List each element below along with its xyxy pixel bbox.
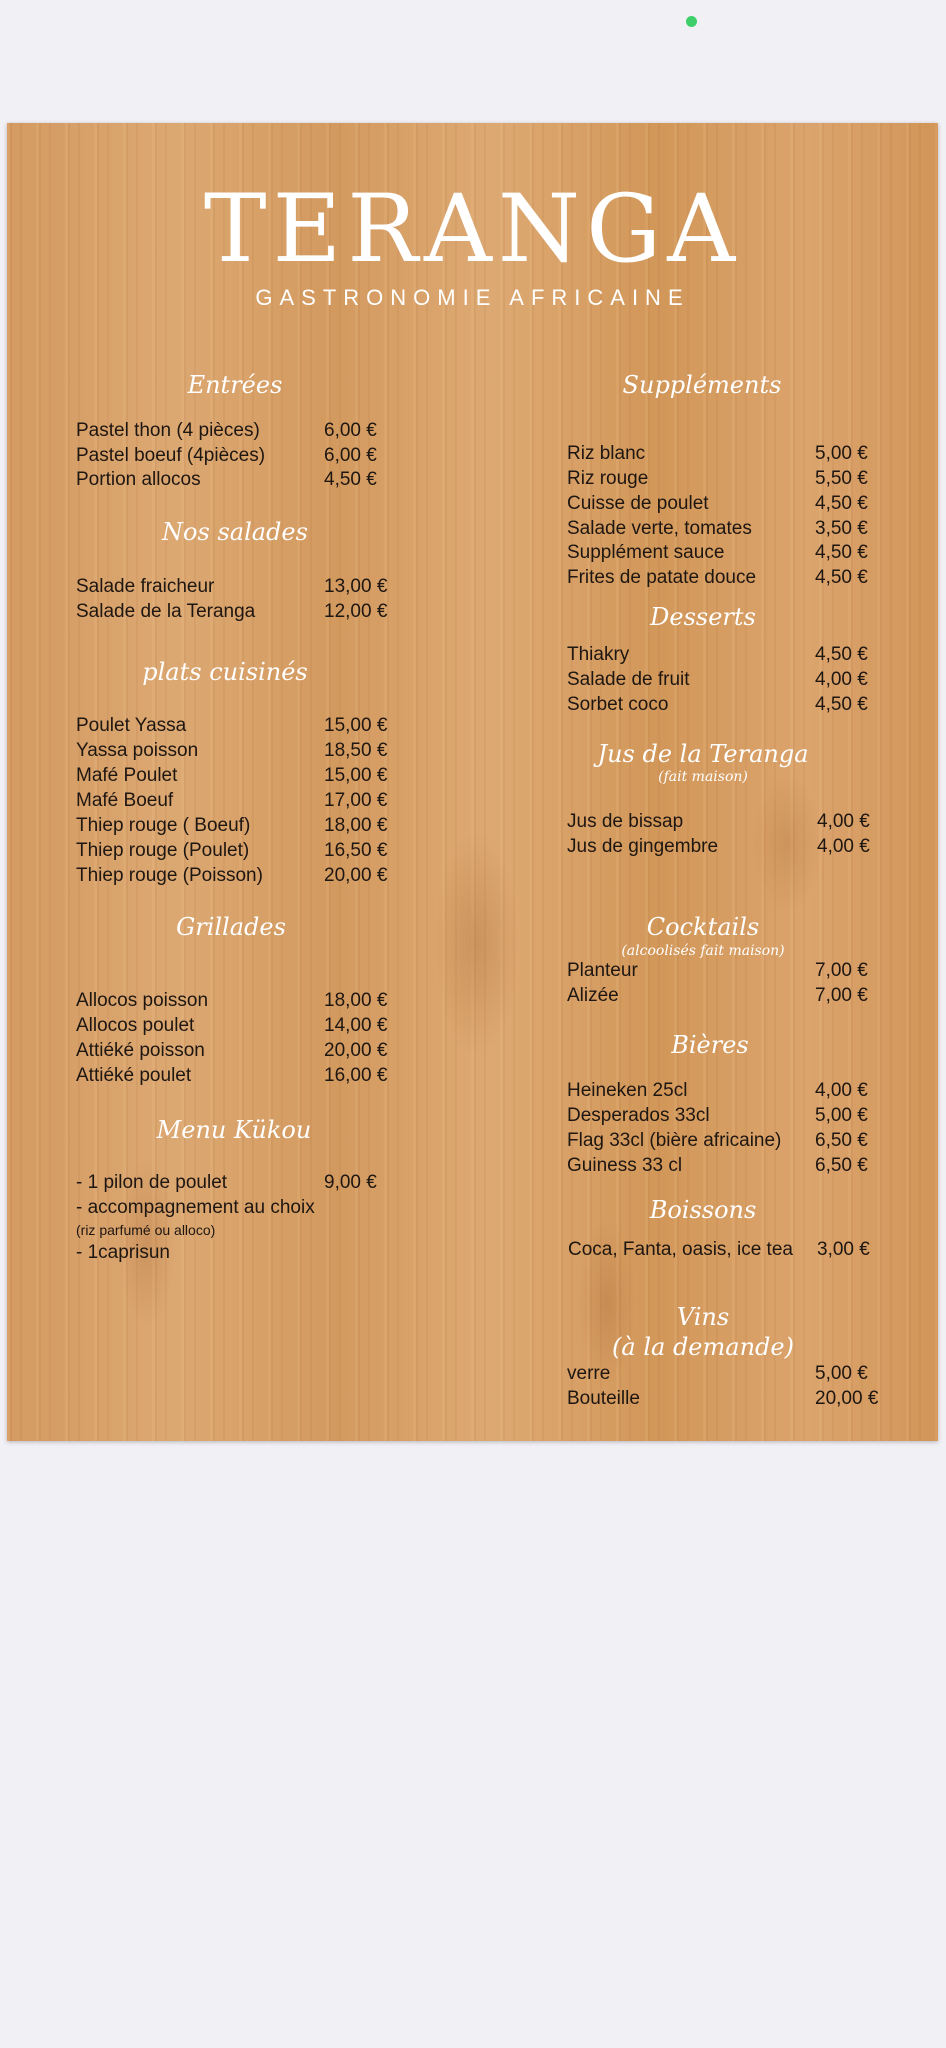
- menu-item-name: Cuisse de poulet: [567, 493, 709, 514]
- menu-item-name: Riz blanc: [567, 443, 646, 464]
- section-heading-salades: Nos salades: [162, 518, 308, 546]
- section-heading-grillades: Grillades: [176, 913, 286, 941]
- menu-item-price: 4,50 €: [815, 542, 868, 563]
- menu-item-row: [567, 540, 887, 565]
- menu-item-name: Sorbet coco: [567, 694, 669, 715]
- menu-item-name: Jus de bissap: [567, 811, 684, 832]
- section-heading-supplements: Suppléments: [622, 371, 782, 399]
- menu-item-price: 4,50 €: [324, 469, 377, 490]
- menu-item-row: [567, 565, 887, 590]
- kukou-line-pilon: - 1 pilon de poulet: [76, 1172, 228, 1193]
- menu-item-row: [76, 738, 396, 763]
- menu-item-name: Salade fraicheur: [76, 576, 215, 597]
- menu-item-name: Yassa poisson: [76, 740, 199, 761]
- menu-item-row: [567, 692, 887, 717]
- section-heading-entrees: Entrées: [187, 371, 283, 399]
- menu-item-row: [76, 467, 386, 492]
- menu-item-name: verre: [567, 1363, 611, 1384]
- menu-item-row: [76, 418, 386, 443]
- menu-item-name: Coca, Fanta, oasis, ice tea: [568, 1239, 793, 1260]
- menu-item-name: Thiep rouge ( Boeuf): [76, 815, 251, 836]
- menu-item-price: 16,50 €: [324, 840, 388, 861]
- menu-item-price: 20,00 €: [324, 865, 388, 886]
- menu-item-row: [76, 1063, 396, 1088]
- menu-item-price: 4,00 €: [815, 669, 868, 690]
- kukou-price: 9,00 €: [324, 1172, 377, 1193]
- menu-item-price: 6,00 €: [324, 420, 377, 441]
- menu-item-row: [567, 1078, 887, 1103]
- menu-item-name: Pastel thon (4 pièces): [76, 420, 260, 441]
- menu-item-price: 4,50 €: [815, 644, 868, 665]
- status-indicator-dot: [686, 16, 697, 27]
- menu-item-name: Heineken 25cl: [567, 1080, 688, 1101]
- menu-item-name: Bouteille: [567, 1388, 640, 1409]
- menu-item-price: 4,50 €: [815, 694, 868, 715]
- menu-image: [7, 123, 938, 1441]
- menu-item-row: [567, 1103, 887, 1128]
- menu-item-row: [76, 599, 396, 624]
- menu-item-name: Desperados 33cl: [567, 1105, 710, 1126]
- kukou-note: (riz parfumé ou alloco): [76, 1222, 216, 1238]
- menu-item-price: 18,50 €: [324, 740, 388, 761]
- menu-item-price: 4,00 €: [817, 836, 870, 857]
- menu-item-name: Salade de fruit: [567, 669, 690, 690]
- menu-item-price: 7,00 €: [815, 985, 868, 1006]
- menu-item-row: [76, 1038, 396, 1063]
- menu-item-row: [567, 491, 887, 516]
- menu-item-price: 3,00 €: [817, 1239, 870, 1260]
- section-heading-vins: Vins: [676, 1303, 730, 1331]
- menu-item-name: Pastel boeuf (4pièces): [76, 445, 266, 466]
- menu-item-price: 20,00 €: [815, 1388, 879, 1409]
- brand-tagline: GASTRONOMIE AFRICAINE: [255, 285, 690, 310]
- kukou-line-caprisun: - 1caprisun: [76, 1242, 170, 1263]
- section-subtitle-vins: (à la demande): [612, 1333, 794, 1361]
- menu-item-name: Allocos poulet: [76, 1015, 195, 1036]
- section-heading-desserts: Desserts: [650, 603, 756, 631]
- menu-item-price: 12,00 €: [324, 601, 388, 622]
- menu-item-row: [76, 443, 386, 468]
- menu-item-price: 4,00 €: [815, 1080, 868, 1101]
- menu-item-name: Supplément sauce: [567, 542, 725, 563]
- menu-item-row: [567, 667, 887, 692]
- menu-item-price: 7,00 €: [815, 960, 868, 981]
- menu-item-row: [76, 713, 396, 738]
- menu-item-name: Attiéké poulet: [76, 1065, 192, 1086]
- menu-item-price: 6,00 €: [324, 445, 377, 466]
- menu-item-name: Poulet Yassa: [76, 715, 187, 736]
- menu-item-name: Jus de gingembre: [567, 836, 719, 857]
- menu-item-row: [567, 1128, 887, 1153]
- menu-item-price: 4,50 €: [815, 567, 868, 588]
- menu-item-price: 6,50 €: [815, 1130, 868, 1151]
- brand-logo-text: TERANGA: [203, 175, 742, 284]
- menu-item-row: [567, 809, 887, 834]
- menu-item-price: 18,00 €: [324, 815, 388, 836]
- section-heading-boissons: Boissons: [649, 1196, 757, 1224]
- menu-item-name: Flag 33cl (bière africaine): [567, 1130, 782, 1151]
- section-heading-cocktails: Cocktails: [646, 913, 760, 941]
- menu-item-row: [76, 838, 396, 863]
- menu-item-row: [76, 574, 396, 599]
- menu-item-row: [76, 863, 396, 888]
- menu-item-row: [76, 813, 396, 838]
- menu-item-row: [76, 788, 396, 813]
- menu-item-price: 17,00 €: [324, 790, 388, 811]
- menu-item-name: Mafé Boeuf: [76, 790, 174, 811]
- menu-item-name: Thiep rouge (Poisson): [76, 865, 263, 886]
- menu-item-name: Riz rouge: [567, 468, 649, 489]
- kukou-line-accompagnement: - accompagnement au choix: [76, 1197, 315, 1218]
- menu-item-name: Planteur: [567, 960, 638, 981]
- section-heading-bieres: Bières: [671, 1031, 749, 1059]
- menu-item-name: Allocos poisson: [76, 990, 209, 1011]
- menu-item-name: Thiakry: [567, 644, 630, 665]
- menu-item-row: [567, 441, 887, 466]
- menu-item-price: 3,50 €: [815, 518, 868, 539]
- menu-item-price: 14,00 €: [324, 1015, 388, 1036]
- menu-item-price: 5,00 €: [815, 443, 868, 464]
- menu-item-name: Alizée: [567, 985, 619, 1006]
- menu-item-price: 4,00 €: [817, 811, 870, 832]
- section-heading-menu-kukou: Menu Kükou: [156, 1116, 312, 1144]
- menu-item-row: [567, 1386, 897, 1411]
- menu-item-row: [568, 1237, 888, 1262]
- menu-item-price: 20,00 €: [324, 1040, 388, 1061]
- section-subtitle-jus: (fait maison): [658, 769, 748, 785]
- menu-item-row: [567, 1153, 887, 1178]
- menu-item-row: [567, 1361, 897, 1386]
- menu-item-name: Mafé Poulet: [76, 765, 178, 786]
- menu-item-name: Guiness 33 cl: [567, 1155, 683, 1176]
- menu-item-name: Frites de patate douce: [567, 567, 757, 588]
- menu-item-row: [76, 1013, 396, 1038]
- menu-item-row: [567, 834, 887, 859]
- menu-item-price: 5,00 €: [815, 1105, 868, 1126]
- menu-item-name: Salade de la Teranga: [76, 601, 256, 622]
- menu-item-price: 15,00 €: [324, 715, 388, 736]
- menu-item-name: Attiéké poisson: [76, 1040, 205, 1061]
- menu-item-price: 16,00 €: [324, 1065, 388, 1086]
- menu-item-name: Thiep rouge (Poulet): [76, 840, 250, 861]
- menu-item-row: [567, 466, 887, 491]
- menu-item-name: Portion allocos: [76, 469, 201, 490]
- menu-item-row: [76, 763, 396, 788]
- menu-item-price: 5,00 €: [815, 1363, 868, 1384]
- menu-item-row: [567, 958, 887, 983]
- menu-item-price: 15,00 €: [324, 765, 388, 786]
- menu-item-row: [567, 516, 887, 541]
- section-heading-plats: plats cuisinés: [142, 658, 308, 686]
- menu-item-row: [76, 988, 396, 1013]
- menu-item-price: 5,50 €: [815, 468, 868, 489]
- menu-item-price: 18,00 €: [324, 990, 388, 1011]
- menu-item-price: 4,50 €: [815, 493, 868, 514]
- section-heading-jus: Jus de la Teranga: [597, 740, 809, 768]
- menu-item-name: Salade verte, tomates: [567, 518, 752, 539]
- menu-item-price: 6,50 €: [815, 1155, 868, 1176]
- menu-item-row: [567, 983, 887, 1008]
- menu-item-price: 13,00 €: [324, 576, 388, 597]
- menu-item-row: [567, 642, 887, 667]
- section-subtitle-cocktails: (alcoolisés fait maison): [621, 943, 785, 959]
